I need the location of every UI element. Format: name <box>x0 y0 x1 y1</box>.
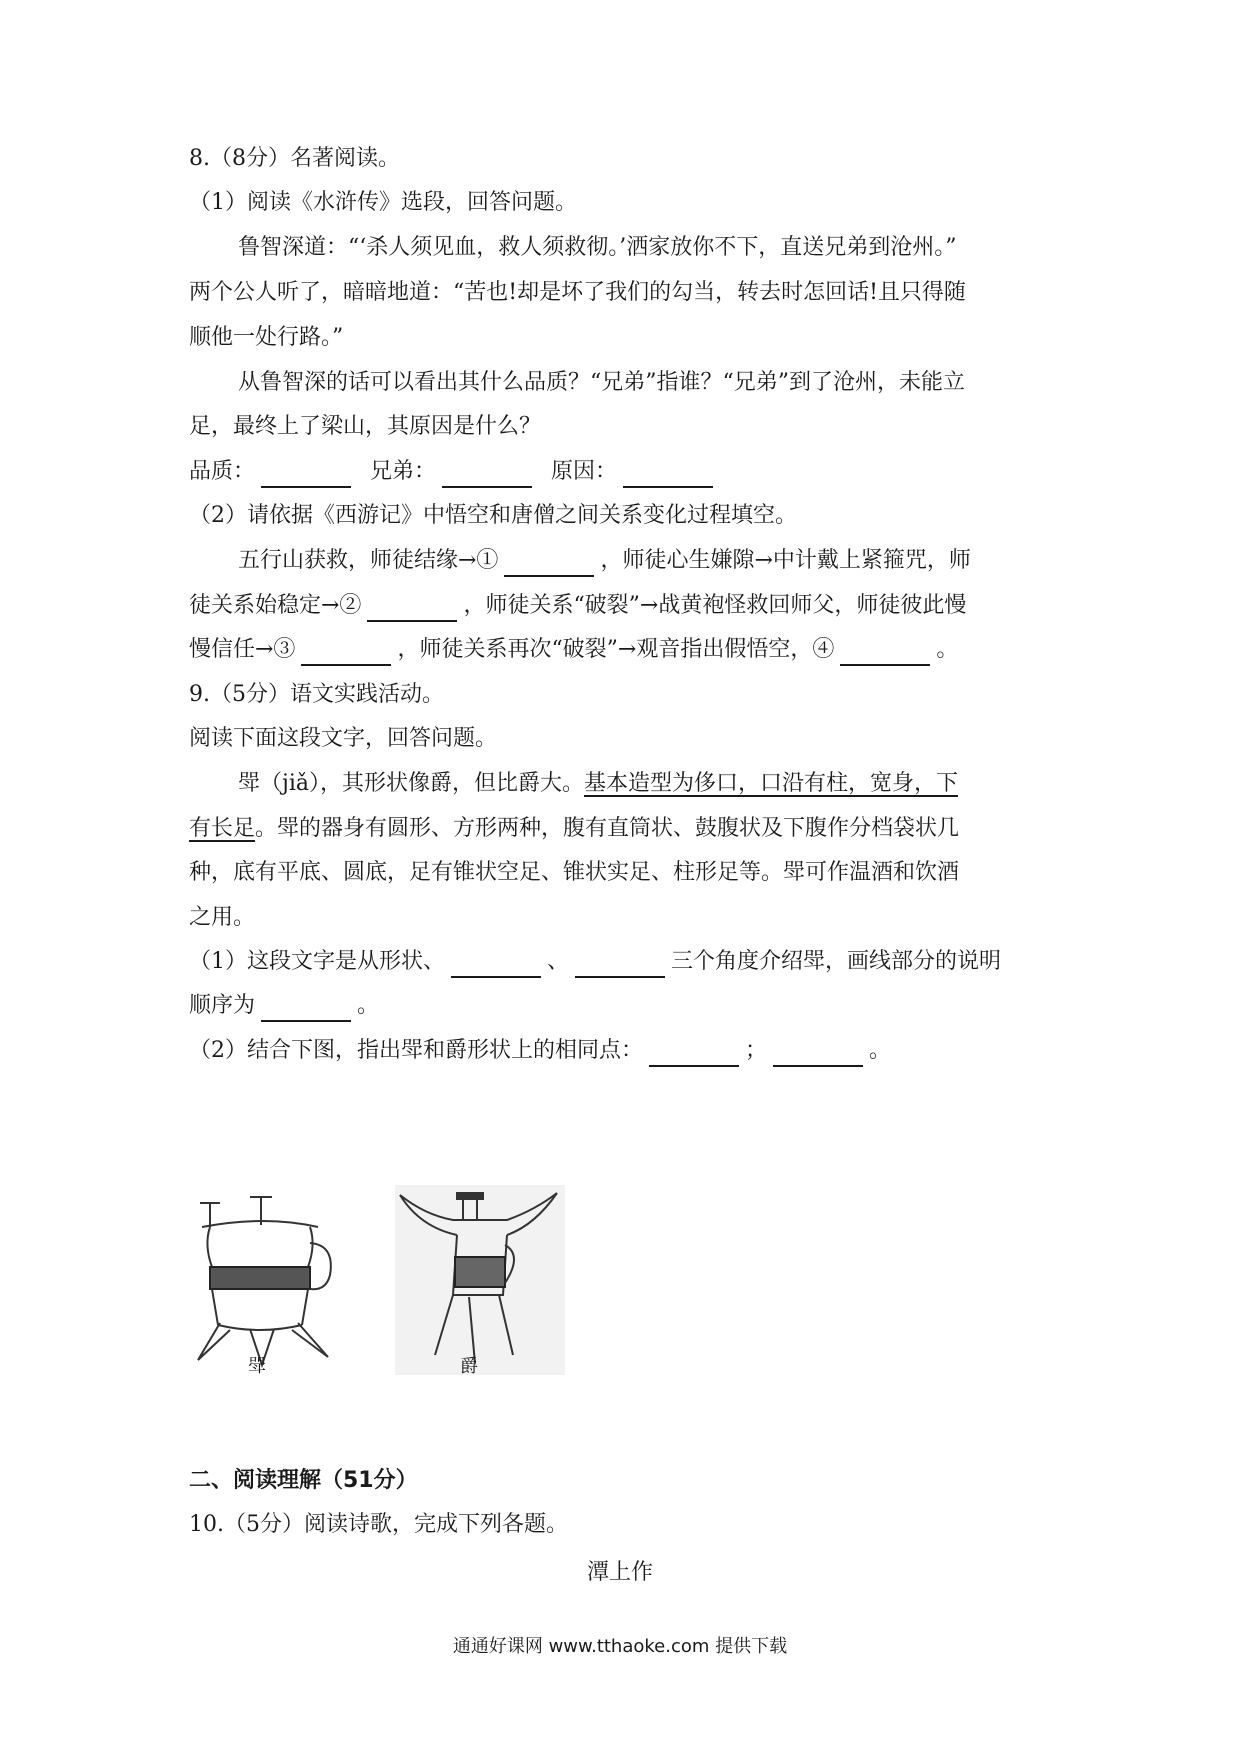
q8-passage-line: 鲁智深道：“‘杀人须见血，救人须救彻。’洒家放你不下，直送兄弟到沧州。” <box>238 235 957 260</box>
answer-label-quality: 品质： <box>189 459 256 484</box>
blank-angle-3[interactable] <box>575 954 665 978</box>
q8-passage-line: 顺他一处行路。” <box>189 325 344 350</box>
q8-part2-line <box>189 634 958 666</box>
q9-passage-line <box>189 813 959 845</box>
q8-part1-heading: （1）阅读《水浒传》选段，回答问题。 <box>189 190 577 215</box>
jia-vessel-figure <box>190 1185 340 1370</box>
jue-label: 爵 <box>460 1356 478 1377</box>
q9-passage-line: 之用。 <box>189 905 256 930</box>
answer-label-brother: 兄弟： <box>370 459 437 484</box>
q9-sub1-line <box>189 990 379 1022</box>
section-heading: 二、阅读理解（51分） <box>189 1468 418 1493</box>
text: 。斝的器身有圆形、方形两种，腹有直筒状、鼓腹状及下腹作分档袋状几 <box>255 816 960 841</box>
q9-passage-line: 种，底有平底、圆底，足有锥状空足、锥状实足、柱形足等。斝可作温酒和饮酒 <box>189 860 960 885</box>
q8-part2-line <box>189 590 966 622</box>
blank-3[interactable] <box>301 642 391 666</box>
text: ，师徒关系再次“破裂”→观音指出假悟空，④ <box>397 637 835 662</box>
q8-question-line: 从鲁智深的话可以看出其什么品质？“兄弟”指谁？“兄弟”到了沧州，未能立 <box>238 370 965 395</box>
text: （1）这段文字是从形状、 <box>189 949 445 974</box>
answer-label-reason: 原因： <box>551 459 618 484</box>
blank-angle-2[interactable] <box>451 954 541 978</box>
blank-similarity-2[interactable] <box>773 1043 863 1067</box>
q8-title: 8.（8分）名著阅读。 <box>189 146 400 171</box>
blank-4[interactable] <box>840 642 930 666</box>
blank-1[interactable] <box>504 553 594 577</box>
blank-similarity-1[interactable] <box>649 1043 739 1067</box>
text: ； <box>745 1038 768 1063</box>
text: 。 <box>357 993 380 1018</box>
text: 斝（jiǎ），其形状像爵，但比爵大。 <box>238 771 584 796</box>
poem-title: 潭上作 <box>586 1560 653 1585</box>
q9-sub1-line <box>189 946 1001 978</box>
q10-title: 10.（5分）阅读诗歌，完成下列各题。 <box>189 1512 568 1537</box>
text: 徒关系始稳定→② <box>189 593 362 618</box>
text: ，师徒关系“破裂”→战黄袍怪救回师父，师徒彼此慢 <box>463 593 967 618</box>
text: 。 <box>869 1038 892 1063</box>
q9-passage-line <box>238 768 958 800</box>
text: 、 <box>547 949 570 974</box>
q8-passage-line: 两个公人听了，暗暗地道：“苦也!却是坏了我们的勾当，转去时怎回话!且只得随 <box>189 280 966 305</box>
q9-sub2-line <box>189 1035 891 1067</box>
answer-blank-reason[interactable] <box>623 464 713 488</box>
footer: 通通好课网 www.tthaoke.com 提供下载 <box>452 1636 788 1657</box>
q9-title: 9.（5分）语文实践活动。 <box>189 682 444 707</box>
q8-question-line: 足，最终上了梁山，其原因是什么？ <box>189 414 542 439</box>
q8-part2-heading: （2）请依据《西游记》中悟空和唐僧之间关系变化过程填空。 <box>189 503 797 528</box>
jue-vessel-figure <box>395 1185 565 1375</box>
blank-2[interactable] <box>367 598 457 622</box>
text: ，师徒心生嫌隙→中计戴上紧箍咒，师 <box>600 548 971 573</box>
q8-part2-line <box>238 545 971 577</box>
jia-label: 斝 <box>248 1356 266 1377</box>
underlined-text: 有长足 <box>189 816 256 841</box>
text: 。 <box>936 637 959 662</box>
text: （2）结合下图，指出斝和爵形状上的相同点： <box>189 1038 643 1063</box>
blank-order[interactable] <box>261 998 351 1022</box>
answer-blank-quality[interactable] <box>261 464 351 488</box>
underlined-text: 基本造型为侈口，口沿有柱，宽身，下 <box>583 771 958 796</box>
text: 顺序为 <box>189 993 256 1018</box>
text: 慢信任→③ <box>189 637 296 662</box>
answer-blank-brother[interactable] <box>442 464 532 488</box>
text: 三个角度介绍斝，画线部分的说明 <box>671 949 1002 974</box>
q9-intro: 阅读下面这段文字，回答问题。 <box>189 726 498 751</box>
text: 五行山获救，师徒结缘→① <box>238 548 499 573</box>
q8-answer-row <box>189 456 719 488</box>
